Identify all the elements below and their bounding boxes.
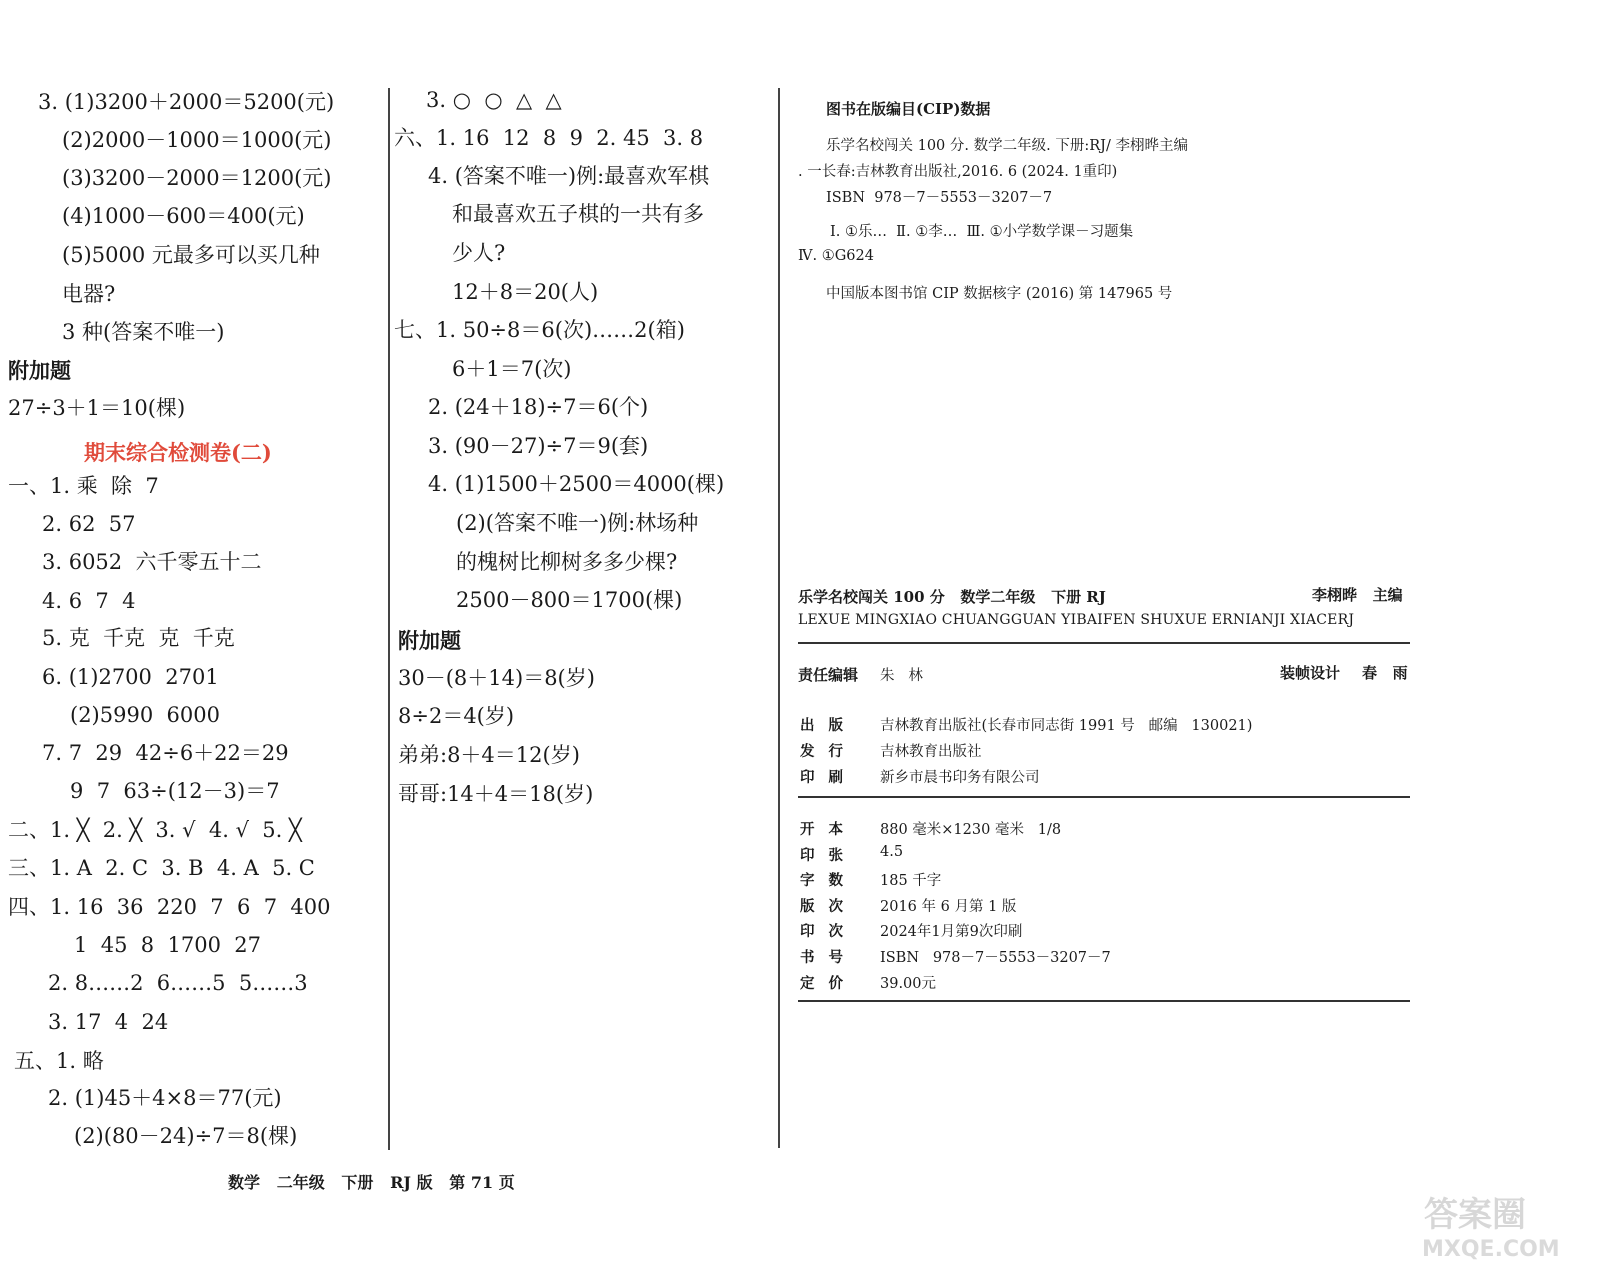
spec-row-value: 185 千字 xyxy=(880,873,942,890)
answer-line: 3 种(答案不唯一) xyxy=(62,320,225,344)
book-editor: 李栩晔 主编 xyxy=(1312,586,1403,604)
answer-line: 3. ○ ○ △ △ xyxy=(426,88,562,112)
answer-line: 27÷3＋1＝10(棵) xyxy=(8,396,186,420)
column-divider-right xyxy=(778,88,780,1148)
answer-line: 4. (1)1500＋2500＝4000(棵) xyxy=(428,472,725,496)
answer-line: 12＋8＝20(人) xyxy=(452,280,599,304)
spec-row-value: 4.5 xyxy=(880,843,904,860)
answer-line: 四、1. 16 36 220 7 6 7 400 xyxy=(8,895,331,919)
answer-line: 和最喜欢五子棋的一共有多 xyxy=(452,202,704,226)
spec-row-value: 2024年1月第9次印刷 xyxy=(880,924,1023,941)
answer-line: 3. (1)3200＋2000＝5200(元) xyxy=(38,90,335,114)
answer-line: 六、1. 16 12 8 9 2. 45 3. 8 xyxy=(394,126,704,150)
spec-row-label: 定价 xyxy=(800,974,857,992)
spec-row-label: 印张 xyxy=(800,846,857,864)
watermark-top: 答案圈 xyxy=(1424,1195,1526,1235)
answer-line: 2. (24＋18)÷7＝6(个) xyxy=(428,395,649,419)
answer-line: 1 45 8 1700 27 xyxy=(74,933,262,957)
answer-line: 少人? xyxy=(452,241,506,265)
colophon-rule-3 xyxy=(798,1000,1410,1002)
cip-line: 乐学名校闯关 100 分. 数学二年级. 下册:RJ/ 李栩晔主编 xyxy=(826,138,1188,154)
publish-row-value: 吉林教育出版社(长春市同志街 1991 号 邮编 130021) xyxy=(880,718,1253,734)
answer-line: 3. 17 4 24 xyxy=(48,1010,169,1034)
design-value: 春 雨 xyxy=(1362,664,1408,682)
publish-row-value: 新乡市晨书印务有限公司 xyxy=(880,770,1040,786)
publish-row-label: 发行 xyxy=(800,743,857,760)
answer-line: 6. (1)2700 2701 xyxy=(42,665,219,689)
section-title: 期末综合检测卷(二) xyxy=(84,440,272,465)
answer-line: (2)2000－1000＝1000(元) xyxy=(62,128,332,152)
answer-line: 2. 8……2 6……5 5……3 xyxy=(48,971,308,995)
answer-line: 30－(8＋14)＝8(岁) xyxy=(398,666,595,690)
design-label: 装帧设计 xyxy=(1280,664,1341,682)
answer-line: 附加题 xyxy=(8,358,71,383)
answer-line: 五、1. 略 xyxy=(14,1049,104,1073)
answer-line: (3)3200－2000＝1200(元) xyxy=(62,166,332,190)
spec-row-value: 39.00元 xyxy=(880,975,937,992)
cip-line: . 一长春:吉林教育出版社,2016. 6 (2024. 1重印) xyxy=(798,164,1118,180)
answer-line: (5)5000 元最多可以买几种 xyxy=(62,243,320,267)
answer-line: 6＋1＝7(次) xyxy=(452,357,572,381)
publish-row-value: 吉林教育出版社 xyxy=(880,744,982,760)
answer-line: 3. 6052 六千零五十二 xyxy=(42,550,262,574)
answer-line: 2. 62 57 xyxy=(42,512,136,536)
book-pinyin: LEXUE MINGXIAO CHUANGGUAN YIBAIFEN SHUXUE ERNIANJI XIACERJ xyxy=(798,612,1355,628)
cip-line: ISBN 978－7－5553－3207－7 xyxy=(826,190,1053,206)
publish-row-label: 印刷 xyxy=(800,769,857,786)
colophon-rule-1 xyxy=(798,642,1410,644)
cip-line: 中国版本图书馆 CIP 数据核字 (2016) 第 147965 号 xyxy=(826,286,1173,302)
cip-title: 图书在版编目(CIP)数据 xyxy=(826,100,991,118)
answer-line: 8÷2＝4(岁) xyxy=(398,704,515,728)
watermark-logo-icon xyxy=(1418,1190,1588,1262)
spec-row-value: ISBN 978－7－5553－3207－7 xyxy=(880,950,1111,966)
answer-line: 7. 7 29 42÷6＋22＝29 xyxy=(42,741,289,765)
cip-line: Ⅰ. ①乐… Ⅱ. ①李… Ⅲ. ①小学数学课－习题集 xyxy=(830,224,1134,240)
answer-line: 5. 克 千克 克 千克 xyxy=(42,626,235,650)
cip-line: Ⅳ. ①G624 xyxy=(798,248,874,264)
spec-row-label: 书号 xyxy=(800,949,857,966)
book-title: 乐学名校闯关 100 分 数学二年级 下册 RJ xyxy=(798,588,1106,606)
page-footer: 数学 二年级 下册 RJ 版 第 71 页 xyxy=(228,1173,515,1192)
answer-line: 2. (1)45＋4×8＝77(元) xyxy=(48,1086,282,1110)
spec-row-value: 2016 年 6 月第 1 版 xyxy=(880,898,1017,915)
answer-line: 一、1. 乘 除 7 xyxy=(8,474,159,498)
answer-line: (4)1000－600＝400(元) xyxy=(62,204,305,228)
answer-line: (2)(80－24)÷7＝8(棵) xyxy=(74,1124,298,1148)
answer-line: 哥哥:14＋4＝18(岁) xyxy=(398,782,594,806)
answer-line: 4. 6 7 4 xyxy=(42,589,136,613)
responsible-editor-label: 责任编辑 xyxy=(798,666,859,684)
spec-row-label: 开本 xyxy=(800,821,857,838)
spec-row-label: 印次 xyxy=(800,923,857,941)
answer-line: (2)5990 6000 xyxy=(70,703,220,727)
answer-line: (2)(答案不唯一)例:林场种 xyxy=(456,511,699,535)
answer-line: 弟弟:8＋4＝12(岁) xyxy=(398,743,580,767)
answer-line: 附加题 xyxy=(398,628,461,653)
answer-line: 七、1. 50÷8＝6(次)……2(箱) xyxy=(394,318,685,342)
answer-line: 9 7 63÷(12－3)＝7 xyxy=(70,779,280,803)
spec-row-value: 880 毫米×1230 毫米 1/8 xyxy=(880,822,1062,838)
spec-row-label: 版次 xyxy=(800,897,857,915)
answer-line: 2500－800＝1700(棵) xyxy=(456,588,683,612)
answer-line: 4. (答案不唯一)例:最喜欢军棋 xyxy=(428,164,710,188)
answer-line: 3. (90－27)÷7＝9(套) xyxy=(428,434,649,458)
responsible-editor: 朱 林 xyxy=(880,668,923,684)
publish-row-label: 出版 xyxy=(800,717,857,734)
watermark-bottom: MXQE.COM xyxy=(1422,1237,1560,1262)
answer-line: 三、1. A 2. C 3. B 4. A 5. C xyxy=(8,856,315,880)
answer-line: 二、1. ╳ 2. ╳ 3. √ 4. √ 5. ╳ xyxy=(8,818,302,842)
colophon-rule-2 xyxy=(798,796,1410,798)
column-divider-left xyxy=(388,88,390,1150)
spec-row-label: 字数 xyxy=(800,872,857,890)
answer-line: 电器? xyxy=(62,282,116,306)
answer-line: 的槐树比柳树多多少棵? xyxy=(456,550,678,574)
